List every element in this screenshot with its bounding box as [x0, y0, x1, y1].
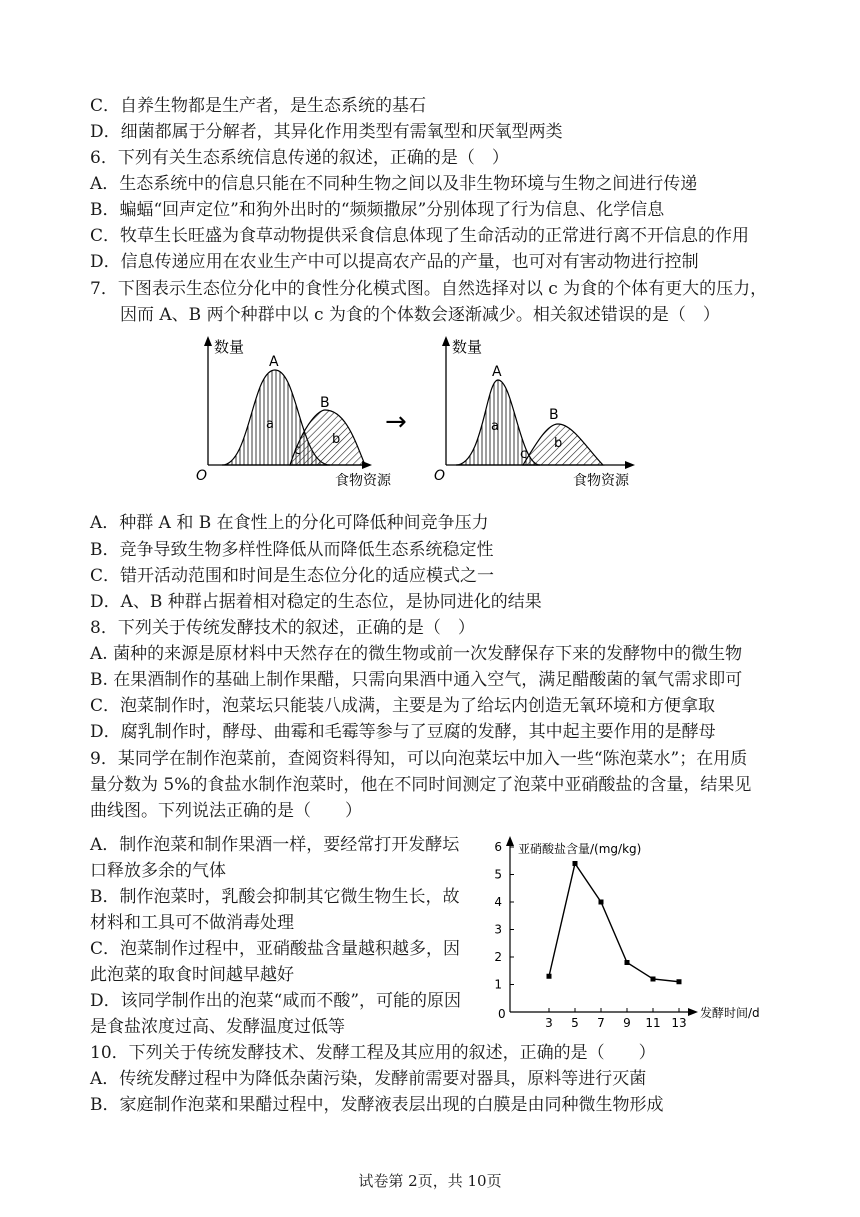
arrow-icon: →: [385, 407, 407, 437]
question-6-option-d: D．信息传递应用在农业生产中可以提高农产品的产量，也可对有害动物进行控制: [90, 252, 699, 272]
question-9-option-c: C．泡菜制作过程中，亚硝酸盐含量越积越多，因此泡菜的取食时间越早越好: [90, 939, 461, 985]
question-9-option-d: D．该同学制作出的泡菜“咸而不酸”，可能的原因是食盐浓度过高、发酵温度过低等: [90, 991, 462, 1037]
data-point: [547, 974, 552, 979]
y-tick-label: 3: [494, 922, 502, 937]
label-c: c: [520, 447, 528, 462]
question-10-option-a: A．传统发酵过程中为降低杂菌污染，发酵前需要对器具，原料等进行灭菌: [90, 1069, 647, 1089]
label-b-lower: b: [554, 436, 563, 451]
data-point: [625, 960, 630, 965]
data-point: [599, 900, 604, 905]
x-tick-label: 9: [623, 1016, 631, 1027]
x-tick-label: 5: [571, 1016, 579, 1027]
data-point: [651, 977, 656, 982]
y-tick-label: 4: [494, 895, 502, 909]
nitrite-content-chart: [480, 832, 770, 1027]
question-6-option-b: B．蝙蝠“回声定位”和狗外出时的“频频撒尿”分别体现了行为信息、化学信息: [90, 200, 665, 220]
data-point: [677, 979, 682, 984]
ylabel: 数量: [214, 338, 245, 356]
xlabel: 食物资源: [573, 473, 629, 489]
nitrite-series-line: [549, 864, 679, 982]
question-8-option-c: C．泡菜制作时，泡菜坛只能装八成满，主要是为了给坛内创造无氧环境和方便拿取: [90, 696, 716, 716]
question-7-stem-cont: 因而 A、B 两个种群中以 c 为食的个体数会逐渐减少。相关叙述错误的是（ ）: [120, 305, 720, 325]
question-7-option-d: D．A、B 种群占据着相对稳定的生态位，是协同进化的结果: [90, 592, 542, 612]
y-tick-label: 6: [494, 840, 502, 854]
question-10-stem: 10．下列关于传统发酵技术、发酵工程及其应用的叙述，正确的是（ ）: [90, 1043, 656, 1063]
question-9-option-b: B．制作泡菜时，乳酸会抑制其它微生物生长，故材料和工具可不做消毒处理: [90, 887, 460, 933]
origin-label: O: [196, 468, 208, 484]
label-a-lower: a: [266, 417, 274, 432]
text-line: D．细菌都属于分解者，其异化作用类型有需氧型和厌氧型两类: [90, 122, 563, 142]
label-b-lower: b: [332, 432, 341, 447]
x-tick-label: 11: [645, 1016, 661, 1027]
question-9-stem: 9．某同学在制作泡菜前，查阅资料得知，可以向泡菜坛中加入一些“陈泡菜水”；在用质: [90, 749, 748, 769]
question-6-stem: 6．下列有关生态系统信息传递的叙述，正确的是（ ）: [90, 148, 509, 168]
y-tick-label: 2: [494, 950, 502, 964]
label-a-upper: A: [492, 364, 502, 380]
question-10-option-b: B．家庭制作泡菜和果醋过程中，发酵液表层出现的白膜是由同种微生物形成: [90, 1095, 664, 1115]
data-point: [573, 861, 578, 866]
chart-ylabel: 亚硝酸盐含量/(mg/kg): [518, 842, 642, 856]
question-7-option-c: C．错开活动范围和时间是生态位分化的适应模式之一: [90, 566, 495, 586]
page-footer: 试卷第 2页，共 10页: [358, 1172, 502, 1190]
x-tick-label: 7: [597, 1016, 605, 1027]
label-b-upper: B: [320, 395, 330, 411]
x-tick-label: 3: [545, 1016, 553, 1027]
question-8-option-d: D．腐乳制作时，酵母、曲霉和毛霉等参与了豆腐的发酵，其中起主要作用的是酵母: [90, 722, 716, 742]
label-c: c: [294, 443, 302, 458]
y-tick-label: 1: [494, 977, 502, 992]
question-9-stem-cont: 曲线图。下列说法正确的是（ ）: [90, 801, 362, 821]
niche-differentiation-figure: [190, 330, 660, 495]
ylabel: 数量: [452, 338, 483, 356]
question-7-option-a: A．种群 A 和 B 在食性上的分化可降低种间竞争压力: [90, 513, 489, 533]
question-7-stem: 7．下图表示生态位分化中的食性分化模式图。自然选择对以 c 为食的个体有更大的压力，: [90, 279, 768, 299]
xlabel: 食物资源: [335, 473, 391, 489]
question-9-stem-cont: 量分数为 5%的食盐水制作泡菜时，他在不同时间测定了泡菜中亚硝酸盐的含量，结果见: [90, 775, 752, 795]
label-a-upper: A: [269, 354, 279, 370]
question-8-stem: 8．下列关于传统发酵技术的叙述，正确的是（ ）: [90, 618, 475, 638]
chart-xlabel: 发酵时间/d: [700, 1006, 760, 1020]
chart-origin: 0: [498, 1007, 506, 1021]
question-8-option-a: A. 菌种的来源是原材料中天然存在的微生物或前一次发酵保存下来的发酵物中的微生物: [90, 644, 743, 664]
label-b-upper: B: [549, 407, 559, 423]
text-line: C．自养生物都是生产者，是生态系统的基石: [90, 96, 427, 116]
y-tick-label: 5: [494, 867, 502, 882]
x-tick-label: 13: [671, 1016, 687, 1027]
label-a-lower: a: [491, 419, 499, 434]
origin-label: O: [434, 468, 446, 484]
question-8-option-b: B. 在果酒制作的基础上制作果醋，只需向果酒中通入空气，满足醋酸菌的氧气需求即可: [90, 670, 743, 690]
question-6-option-c: C．牧草生长旺盛为食草动物提供采食信息体现了生命活动的正常进行离不开信息的作用: [90, 226, 750, 246]
question-9-option-a: A．制作泡菜和制作果酒一样，要经常打开发酵坛口释放多余的气体: [90, 835, 460, 881]
question-6-option-a: A．生态系统中的信息只能在不同种生物之间以及非生物环境与生物之间进行传递: [90, 174, 698, 194]
panel-before: [196, 336, 392, 489]
panel-after: [434, 336, 635, 489]
question-7-option-b: B．竞争导致生物多样性降低从而降低生态系统稳定性: [90, 540, 494, 560]
